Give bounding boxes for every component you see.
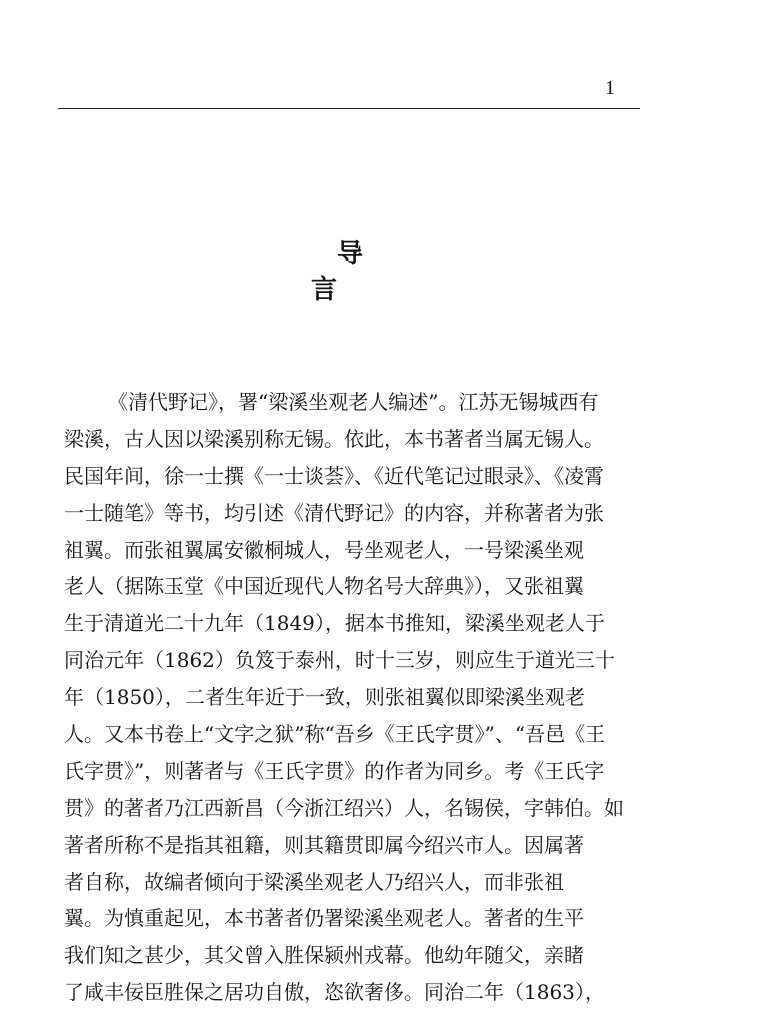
text-line: 同治元年（1862）负笈于泰州，时十三岁，则应生于道光三十 [64,648,615,673]
text-line: 《清代野记》，署“梁溪坐观老人编述”。江苏无锡城西有 [108,390,599,414]
text-line: 翼。为慎重起见，本书著者仍署梁溪坐观老人。著者的生平 [64,906,584,931]
text-line: 了咸丰佞臣胜保之居功自傲，恣欲奢侈。同治二年（1863）， [64,980,605,1005]
page-number: 1 [605,77,615,99]
text-line: 生于清道光二十九年（1849），据本书推知，梁溪坐观老人于 [64,611,605,636]
text-line: 贯》的著者乃江西新昌（今浙江绍兴）人，名锡侯，字韩伯。如 [64,795,624,820]
text-line: 氏字贯》”，则著者与《王氏字贯》的作者为同乡。考《王氏字 [64,758,605,783]
header-rule [58,108,640,109]
text-line: 民国年间，徐一士撰《一士谈荟》、《近代笔记过眼录》、《凌霄 [64,463,604,488]
text-line: 著者所称不是指其祖籍，则其籍贯即属今绍兴市人。因属著 [64,832,584,857]
body-paragraph [64,384,648,1011]
chapter-title: 导 言 [310,239,415,305]
text-line: 人。又本书卷上“文字之狱”称“吾乡《王氏字贯》”、“吾邑《王 [64,722,606,747]
text-line: 梁溪，古人因以梁溪别称无锡。依此，本书著者当属无锡人。 [64,426,604,451]
text-line: 祖翼。而张祖翼属安徽桐城人，号坐观老人，一号梁溪坐观 [64,537,584,562]
text-line: 年（1850），二者生年近于一致，则张祖翼似即梁溪坐观老 [64,685,585,710]
text-line: 一士随笔》等书，均引述《清代野记》的内容，并称著者为张 [64,500,604,525]
text-line: 老人（据陈玉堂《中国近现代人物名号大辞典》），又张祖翼 [64,574,584,599]
text-line: 我们知之甚少，其父曾入胜保颍州戎幕。他幼年随父，亲睹 [64,943,584,968]
text-line: 者自称，故编者倾向于梁溪坐观老人乃绍兴人，而非张祖 [64,869,564,894]
